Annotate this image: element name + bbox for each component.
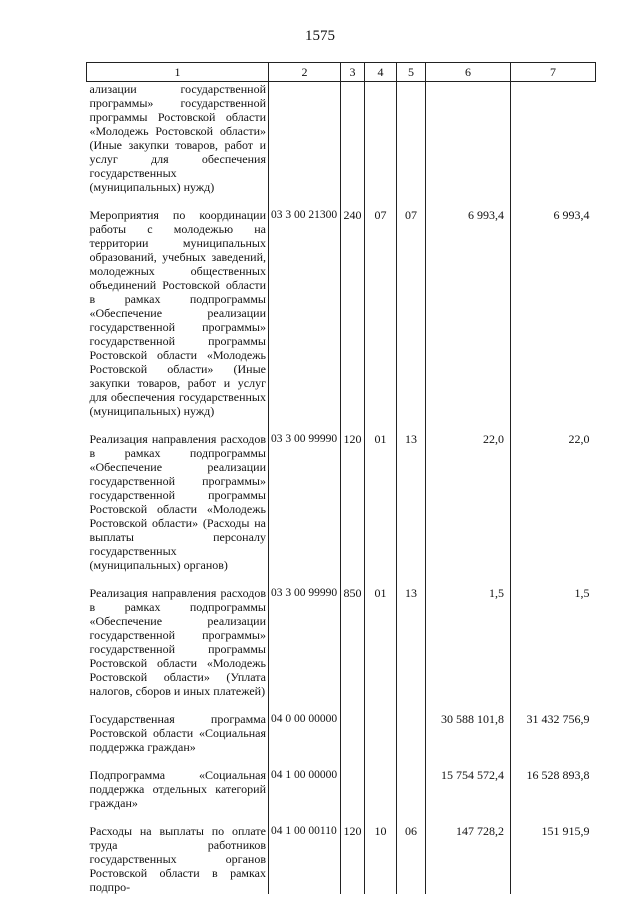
row-subsection: 06 (397, 824, 426, 894)
row-type (341, 82, 365, 209)
column-header-4: 4 (365, 63, 397, 82)
column-header-1: 1 (87, 63, 269, 82)
budget-table (86, 62, 596, 894)
table-row (87, 712, 596, 768)
row-subsection: 07 (397, 208, 426, 432)
row-amount-1: 30 588 101,8 (426, 712, 511, 768)
row-description: Государственная программа Ростовской области «Социальная поддержка граждан» (87, 712, 269, 768)
row-type (341, 712, 365, 768)
column-header-7: 7 (511, 63, 596, 82)
row-code: 04 1 00 00110 (269, 824, 341, 894)
row-description: Реализация направления расходов в рамках подпрограммы «Обеспечение реализации государственной программы» государственной программы Ростовской области «Молодежь Ростовской области» (Уплата налогов, сборов и иных платежей) (87, 586, 269, 712)
row-amount-2: 1,5 (511, 586, 596, 712)
column-header-3: 3 (341, 63, 365, 82)
row-description: Мероприятия по координации работы с молодежью на территории муниципальных образований, учебных заведений, молодежных общественных объединений Ростовской области в рамках подпрограммы «Обеспечение реализации государственной программы» государственной программы Ростовской области «Молодежь Ростовской области» (Иные закупки товаров, работ и услуг для обеспечения государственных (муниципальных) нужд) (87, 208, 269, 432)
row-amount-1: 1,5 (426, 586, 511, 712)
row-type: 120 (341, 432, 365, 586)
row-description: ализации государственной программы» государственной программы Ростовской области «Молодежь Ростовской области» (Иные закупки товаров, работ и услуг для обеспечения государственных (муниципальных) нужд) (87, 82, 269, 209)
table-row (87, 208, 596, 432)
row-amount-2: 151 915,9 (511, 824, 596, 894)
row-type: 240 (341, 208, 365, 432)
row-code: 03 3 00 21300 (269, 208, 341, 432)
table-row (87, 586, 596, 712)
page-number: 1575 (305, 28, 335, 44)
row-code: 03 3 00 99990 (269, 586, 341, 712)
row-subsection (397, 82, 426, 209)
row-subsection: 13 (397, 586, 426, 712)
row-code: 04 0 00 00000 (269, 712, 341, 768)
row-section (365, 768, 397, 824)
row-amount-2: 6 993,4 (511, 208, 596, 432)
row-section: 01 (365, 586, 397, 712)
row-section: 10 (365, 824, 397, 894)
table-row (87, 824, 596, 894)
column-header-2: 2 (269, 63, 341, 82)
table-body (87, 82, 596, 895)
row-subsection (397, 712, 426, 768)
row-code: 03 3 00 99990 (269, 432, 341, 586)
table-row (87, 82, 596, 209)
table-row (87, 432, 596, 586)
table-header (87, 63, 596, 82)
row-description: Реализация направления расходов в рамках подпрограммы «Обеспечение реализации государственной программы» государственной программы Ростовской области «Молодежь Ростовской области» (Расходы на выплаты персоналу государственных (муниципальных) органов) (87, 432, 269, 586)
row-amount-1: 147 728,2 (426, 824, 511, 894)
row-amount-1 (426, 82, 511, 209)
row-amount-1: 6 993,4 (426, 208, 511, 432)
row-section (365, 82, 397, 209)
row-subsection (397, 768, 426, 824)
row-amount-2 (511, 82, 596, 209)
column-header-5: 5 (397, 63, 426, 82)
row-amount-2: 22,0 (511, 432, 596, 586)
row-section: 07 (365, 208, 397, 432)
row-type: 120 (341, 824, 365, 894)
row-amount-1: 15 754 572,4 (426, 768, 511, 824)
row-description: Подпрограмма «Социальная поддержка отдельных категорий граждан» (87, 768, 269, 824)
row-amount-2: 16 528 893,8 (511, 768, 596, 824)
row-subsection: 13 (397, 432, 426, 586)
column-header-6: 6 (426, 63, 511, 82)
table-row (87, 768, 596, 824)
row-amount-1: 22,0 (426, 432, 511, 586)
row-section: 01 (365, 432, 397, 586)
row-code: 04 1 00 00000 (269, 768, 341, 824)
row-description: Расходы на выплаты по оплате труда работников государственных органов Ростовской области в рамках подпро- (87, 824, 269, 894)
row-type: 850 (341, 586, 365, 712)
row-amount-2: 31 432 756,9 (511, 712, 596, 768)
row-type (341, 768, 365, 824)
row-section (365, 712, 397, 768)
row-code (269, 82, 341, 209)
